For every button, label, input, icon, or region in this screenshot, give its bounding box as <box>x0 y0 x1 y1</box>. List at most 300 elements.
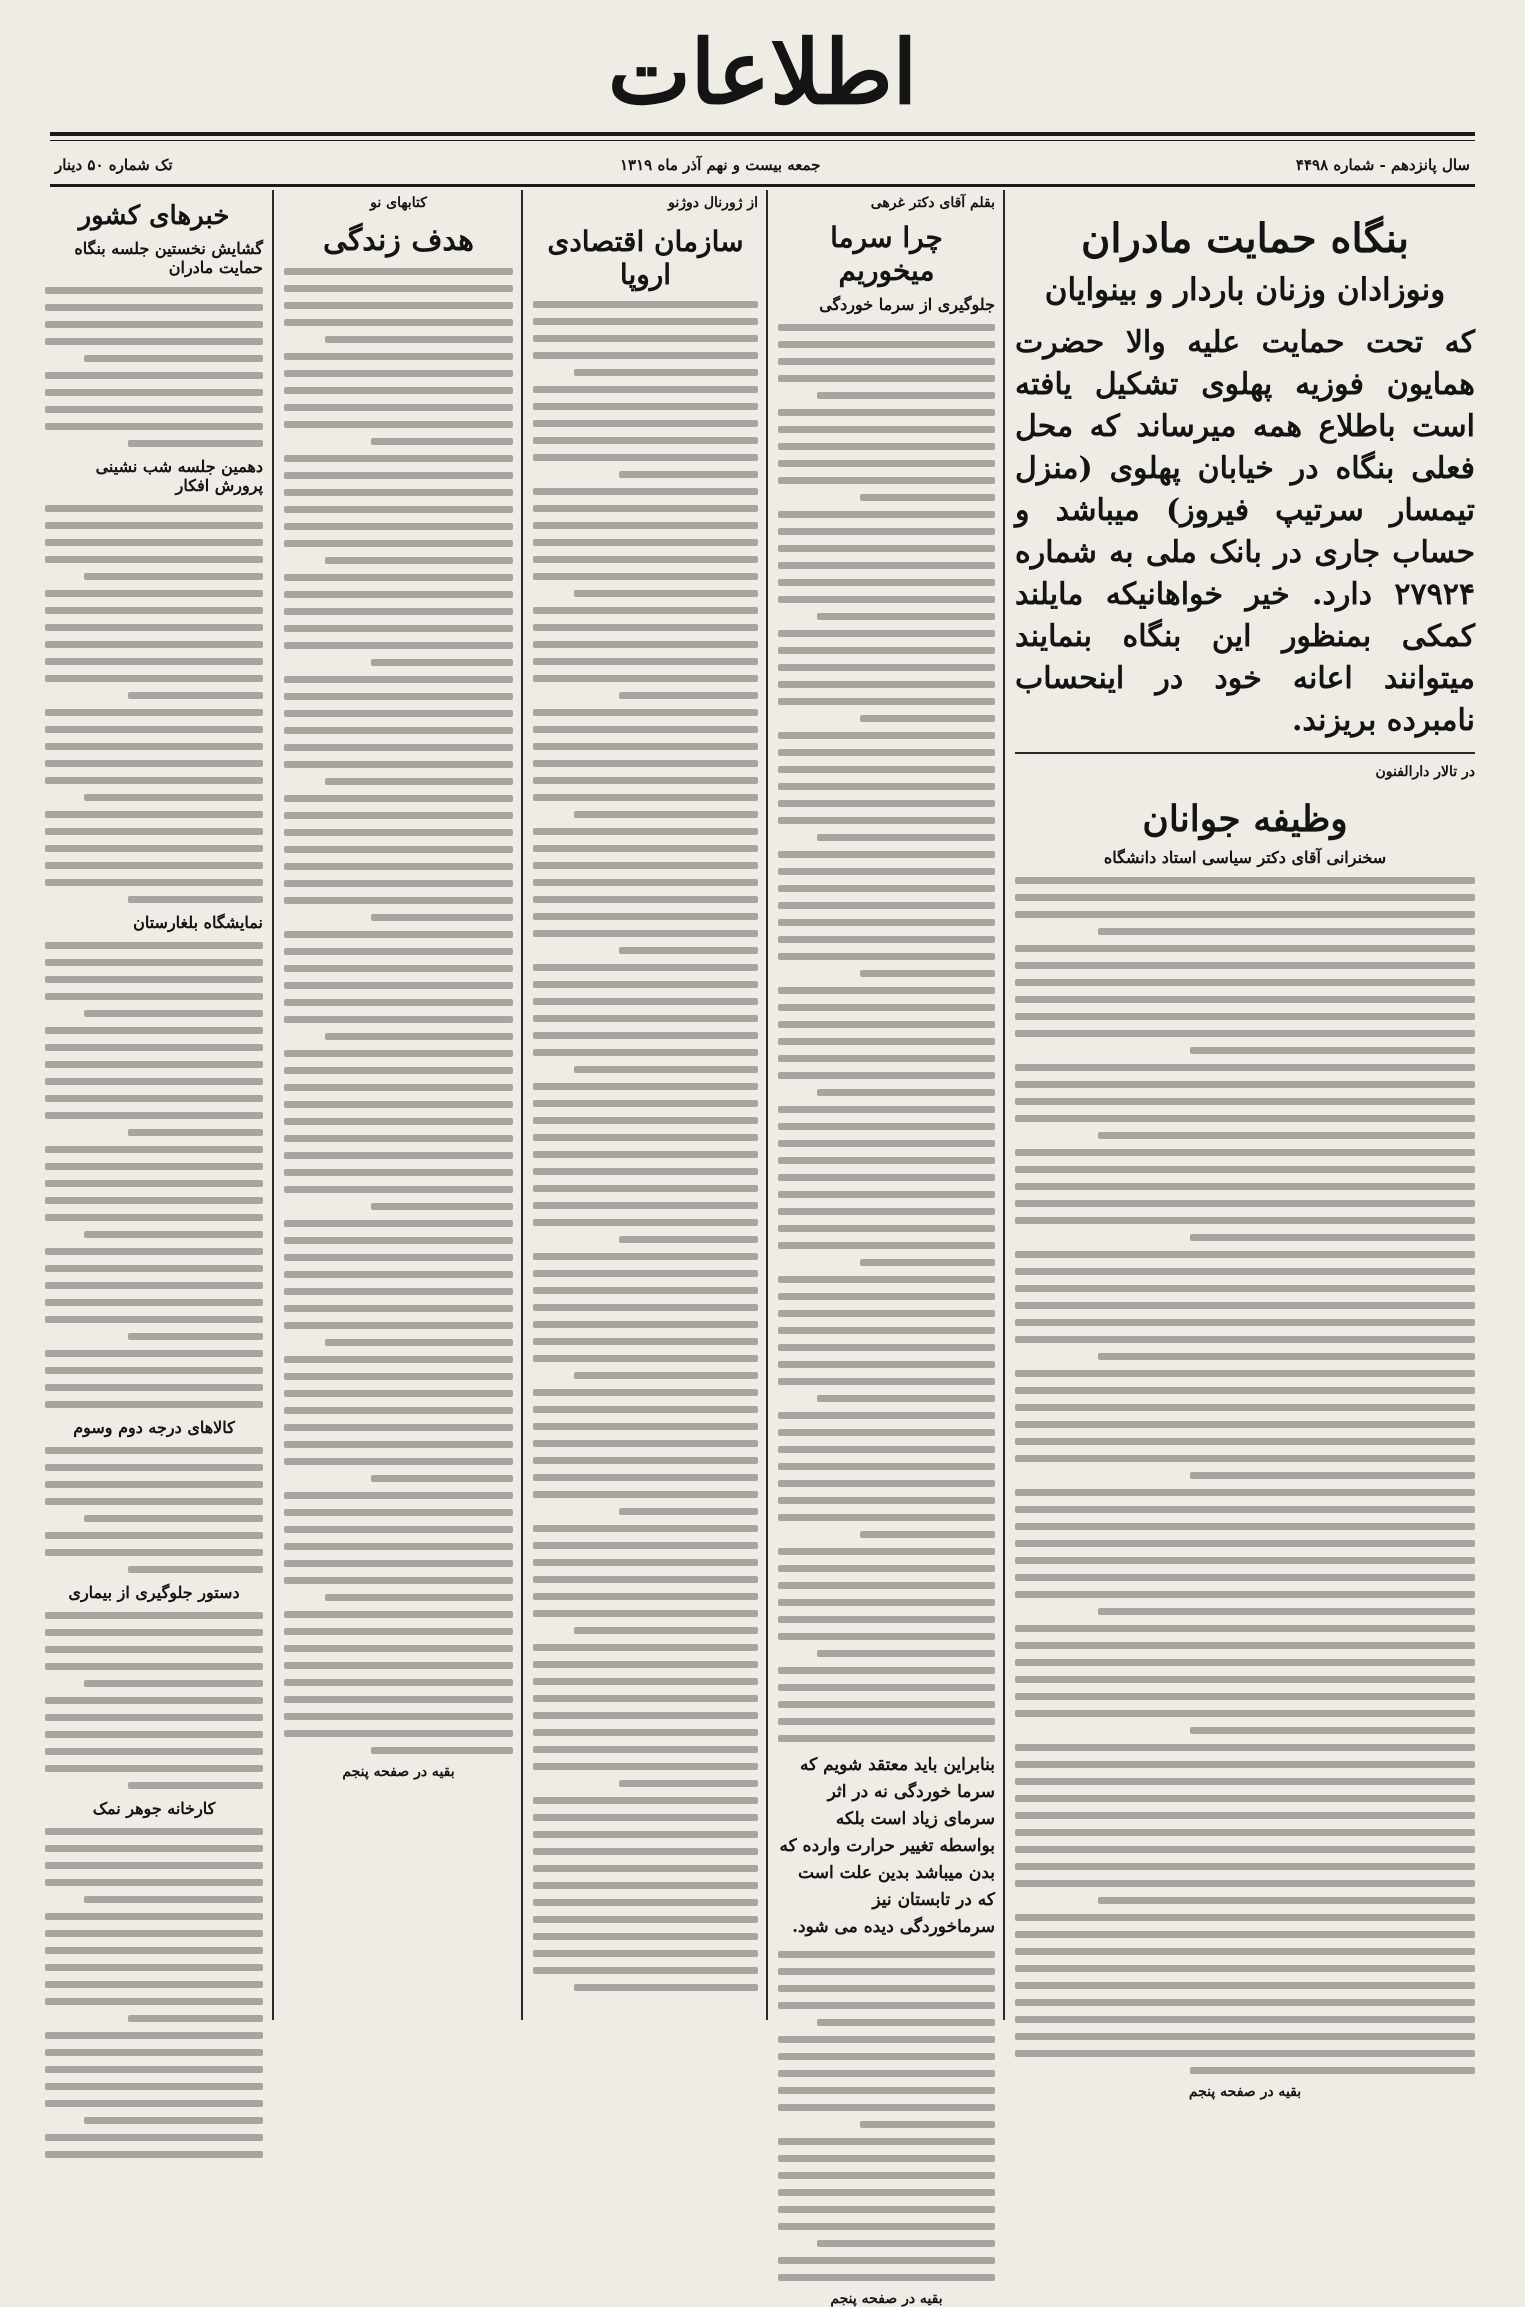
text-line <box>1015 1846 1475 1853</box>
text-line <box>45 993 263 1000</box>
text-line <box>284 829 513 836</box>
bold-note: بنابراین باید معتقد شویم که سرما خوردگی نه در اثر سرمای زیاد است بلکه بواسطه تغییر حرارت وارده که بدن میباشد بدین علت است که در تابستان نیز سرماخوردگی دیده می شود. <box>779 1755 995 1937</box>
text-line <box>128 1129 263 1136</box>
text-line <box>284 574 513 581</box>
column-separator <box>766 190 768 2020</box>
text-line <box>574 369 759 376</box>
text-line <box>778 1429 995 1436</box>
source-byline: از ژورنال دوژنو <box>668 195 758 211</box>
text-line <box>860 494 995 501</box>
text-line <box>574 1066 759 1073</box>
text-line <box>778 511 995 518</box>
text-line <box>778 1021 995 1028</box>
text-line <box>284 1084 513 1091</box>
text-line <box>284 608 513 615</box>
text-line <box>45 1078 263 1085</box>
text-line <box>371 914 513 921</box>
text-line <box>778 1174 995 1181</box>
text-line <box>1015 894 1475 901</box>
text-line <box>1015 1268 1475 1275</box>
text-line <box>45 1879 263 1886</box>
text-line <box>533 879 758 886</box>
text-line <box>84 355 263 362</box>
text-line <box>1015 1676 1475 1683</box>
article-body-lines <box>45 942 263 1408</box>
article-body-lines <box>45 1828 263 2158</box>
article-body-lines <box>45 505 263 903</box>
text-line <box>533 1355 758 1362</box>
text-line <box>1098 928 1475 935</box>
text-line <box>45 607 263 614</box>
text-line <box>284 1169 513 1176</box>
text-line <box>284 1509 513 1516</box>
text-line <box>778 1718 995 1725</box>
text-line <box>284 1050 513 1057</box>
text-line <box>778 1361 995 1368</box>
text-line <box>325 336 513 343</box>
text-line <box>778 477 995 484</box>
text-line <box>1098 1132 1475 1139</box>
text-line <box>45 1913 263 1920</box>
text-line <box>45 1180 263 1187</box>
text-line <box>128 692 263 699</box>
text-line <box>778 630 995 637</box>
text-line <box>1015 1880 1475 1887</box>
text-line <box>533 1746 758 1753</box>
text-line <box>284 812 513 819</box>
text-line <box>1015 1642 1475 1649</box>
text-line <box>284 591 513 598</box>
text-line <box>284 1526 513 1533</box>
text-line <box>817 834 995 841</box>
text-line <box>284 727 513 734</box>
text-line <box>533 1287 758 1294</box>
text-line <box>778 1599 995 1606</box>
text-line <box>1015 1115 1475 1122</box>
text-line <box>533 1899 758 1906</box>
column-separator <box>272 190 274 2020</box>
text-line <box>533 1151 758 1158</box>
text-line <box>284 1186 513 1193</box>
text-line <box>84 1010 263 1017</box>
text-line <box>533 1576 758 1583</box>
text-line <box>533 998 758 1005</box>
text-line <box>284 268 513 275</box>
text-line <box>860 1531 995 1538</box>
text-line <box>533 1950 758 1957</box>
text-line <box>1015 1812 1475 1819</box>
text-line <box>45 1964 263 1971</box>
text-line <box>533 1457 758 1464</box>
text-line <box>284 1628 513 1635</box>
text-line <box>778 868 995 875</box>
text-line <box>45 505 263 512</box>
text-line <box>1015 1285 1475 1292</box>
text-line <box>284 846 513 853</box>
text-line <box>778 1735 995 1742</box>
text-line <box>1015 1693 1475 1700</box>
author-byline: بقلم آقای دکتر غرهی <box>870 195 995 211</box>
text-line <box>778 1225 995 1232</box>
text-line <box>284 1254 513 1261</box>
text-line <box>533 1831 758 1838</box>
text-line <box>778 1038 995 1045</box>
text-line <box>325 1033 513 1040</box>
text-line <box>284 455 513 462</box>
text-line <box>1190 2067 1475 2074</box>
headline-why-cold: چرا سرما میخوریم <box>830 221 943 287</box>
text-line <box>778 2206 995 2213</box>
text-line <box>284 1679 513 1686</box>
article-body-lines <box>778 1951 995 2281</box>
text-line <box>533 1304 758 1311</box>
text-line <box>284 1152 513 1159</box>
text-line <box>45 590 263 597</box>
text-line <box>128 1782 263 1789</box>
text-line <box>778 817 995 824</box>
text-line <box>778 1004 995 1011</box>
text-line <box>778 1684 995 1691</box>
section-byline: کتابهای نو <box>370 195 427 211</box>
text-line <box>778 732 995 739</box>
text-line <box>533 301 758 308</box>
text-line <box>45 1748 263 1755</box>
text-line <box>284 625 513 632</box>
text-line <box>128 1333 263 1340</box>
text-line <box>45 1248 263 1255</box>
text-line <box>778 647 995 654</box>
text-line <box>778 1310 995 1317</box>
text-line <box>778 1106 995 1113</box>
text-line <box>1015 1829 1475 1836</box>
text-line <box>284 1288 513 1295</box>
column-mothers-support <box>1015 195 1475 2100</box>
text-line <box>45 1316 263 1323</box>
text-line <box>619 1780 759 1787</box>
text-line <box>45 1044 263 1051</box>
text-line <box>1015 1098 1475 1105</box>
text-line <box>1015 1421 1475 1428</box>
text-line <box>533 1406 758 1413</box>
text-line <box>778 2087 995 2094</box>
text-line <box>45 845 263 852</box>
text-line <box>533 1491 758 1498</box>
text-line <box>284 1696 513 1703</box>
text-line <box>533 1338 758 1345</box>
text-line <box>45 1265 263 1272</box>
column-national-news <box>45 195 263 2015</box>
text-line <box>1015 1166 1475 1173</box>
text-line <box>533 862 758 869</box>
text-line <box>533 1134 758 1141</box>
text-line <box>778 443 995 450</box>
text-line <box>284 1645 513 1652</box>
text-line <box>533 981 758 988</box>
text-line <box>45 1214 263 1221</box>
text-line <box>284 1407 513 1414</box>
text-line <box>1015 1982 1475 1989</box>
text-line <box>778 1412 995 1419</box>
text-line <box>533 1814 758 1821</box>
text-line <box>284 1135 513 1142</box>
text-line <box>533 1729 758 1736</box>
text-line <box>778 1968 995 1975</box>
text-line <box>778 1985 995 1992</box>
text-line <box>533 1695 758 1702</box>
text-line <box>778 375 995 382</box>
text-line <box>778 1951 995 1958</box>
text-line <box>533 1559 758 1566</box>
text-line <box>45 1731 263 1738</box>
text-line <box>533 1933 758 1940</box>
text-line <box>284 1220 513 1227</box>
text-line <box>284 1577 513 1584</box>
text-line <box>1015 1251 1475 1258</box>
text-line <box>778 1701 995 1708</box>
text-line <box>45 777 263 784</box>
text-line <box>533 1882 758 1889</box>
text-line <box>1015 877 1475 884</box>
text-line <box>533 1848 758 1855</box>
text-line <box>1015 1183 1475 1190</box>
text-line <box>778 1242 995 1249</box>
text-line <box>778 528 995 535</box>
text-line <box>778 1123 995 1130</box>
text-line <box>284 1713 513 1720</box>
text-line <box>778 2172 995 2179</box>
text-line <box>533 828 758 835</box>
text-line <box>45 1612 263 1619</box>
text-line <box>1015 979 1475 986</box>
text-line <box>325 557 513 564</box>
text-line <box>533 403 758 410</box>
text-line <box>778 2138 995 2145</box>
text-line <box>284 1662 513 1669</box>
text-line <box>45 1862 263 1869</box>
text-line <box>778 766 995 773</box>
text-line <box>284 1543 513 1550</box>
issue-price: تک شماره ۵۰ دینار <box>55 156 173 174</box>
text-line <box>284 744 513 751</box>
text-line <box>778 1157 995 1164</box>
dateline-rule <box>50 184 1475 187</box>
text-line <box>778 2274 995 2281</box>
text-line <box>45 1163 263 1170</box>
masthead-title: اطلاعات <box>607 20 918 124</box>
text-line <box>45 862 263 869</box>
text-line <box>778 2002 995 2009</box>
text-line <box>533 1389 758 1396</box>
text-line <box>619 471 759 478</box>
text-line <box>1015 1336 1475 1343</box>
text-line <box>778 2257 995 2264</box>
news-subheading: دهمین جلسه شب نشینی پرورش افکار <box>95 457 263 495</box>
text-line <box>371 1203 513 1210</box>
text-line <box>45 709 263 716</box>
text-line <box>533 1440 758 1447</box>
text-line <box>533 1712 758 1719</box>
text-line <box>45 406 263 413</box>
text-line <box>778 1140 995 1147</box>
text-line <box>778 2189 995 2196</box>
text-line <box>1015 911 1475 918</box>
text-line <box>778 1633 995 1640</box>
text-line <box>45 304 263 311</box>
text-line <box>45 976 263 983</box>
text-line <box>1015 1761 1475 1768</box>
text-line <box>284 285 513 292</box>
column-books <box>284 195 513 2015</box>
text-line <box>45 1112 263 1119</box>
text-line <box>778 545 995 552</box>
text-line <box>284 1492 513 1499</box>
text-line <box>533 709 758 716</box>
text-line <box>45 1981 263 1988</box>
text-line <box>778 800 995 807</box>
issue-number: سال پانزدهم - شماره ۴۴۹۸ <box>1295 156 1470 174</box>
text-line <box>817 2240 995 2247</box>
text-line <box>533 1916 758 1923</box>
text-line <box>45 624 263 631</box>
text-line <box>1015 1744 1475 1751</box>
text-line <box>284 965 513 972</box>
text-line <box>533 454 758 461</box>
text-line <box>778 426 995 433</box>
text-line <box>45 1498 263 1505</box>
text-line <box>45 1646 263 1653</box>
text-line <box>619 692 759 699</box>
text-line <box>778 358 995 365</box>
text-line <box>574 1984 759 1991</box>
text-line <box>284 897 513 904</box>
text-line <box>1190 1727 1475 1734</box>
text-line <box>1015 1387 1475 1394</box>
text-line <box>817 1650 995 1657</box>
masthead-rule-thin <box>50 140 1475 141</box>
text-line <box>45 1481 263 1488</box>
news-subheading: نمایشگاه بلغارستان <box>133 913 263 932</box>
text-line <box>619 1236 759 1243</box>
text-line <box>84 1515 263 1522</box>
text-line <box>45 2134 263 2141</box>
text-line <box>284 319 513 326</box>
text-line <box>1015 1506 1475 1513</box>
text-line <box>778 460 995 467</box>
text-line <box>619 1508 759 1515</box>
text-line <box>533 1253 758 1260</box>
text-line <box>533 1185 758 1192</box>
text-line <box>778 1480 995 1487</box>
text-line <box>45 811 263 818</box>
text-line <box>1015 1591 1475 1598</box>
text-line <box>45 321 263 328</box>
text-line <box>533 1321 758 1328</box>
text-line <box>533 794 758 801</box>
text-line <box>1015 1931 1475 1938</box>
text-line <box>778 851 995 858</box>
text-line <box>45 2066 263 2073</box>
headline-european-economy: سازمان اقتصادی اروپا <box>547 225 744 291</box>
text-line <box>778 1055 995 1062</box>
text-line <box>533 1015 758 1022</box>
text-line <box>284 489 513 496</box>
text-line <box>533 1542 758 1549</box>
text-line <box>45 2083 263 2090</box>
text-line <box>1015 2016 1475 2023</box>
text-line <box>45 1447 263 1454</box>
text-line <box>284 1611 513 1618</box>
text-line <box>45 726 263 733</box>
continued-note: بقیه در صفحه پنجم <box>830 2291 943 2307</box>
text-line <box>45 1061 263 1068</box>
text-line <box>533 1049 758 1056</box>
text-line <box>533 318 758 325</box>
text-line <box>817 1395 995 1402</box>
text-line <box>817 1089 995 1096</box>
text-line <box>45 338 263 345</box>
text-line <box>778 2053 995 2060</box>
text-line <box>45 1282 263 1289</box>
text-line <box>778 2104 995 2111</box>
text-line <box>84 1680 263 1687</box>
text-line <box>45 1532 263 1539</box>
text-line <box>533 1100 758 1107</box>
text-line <box>1015 1438 1475 1445</box>
text-line <box>45 1350 263 1357</box>
text-line <box>45 1464 263 1471</box>
text-line <box>778 698 995 705</box>
text-line <box>533 420 758 427</box>
text-line <box>778 987 995 994</box>
headline-national-news: خبرهای کشور <box>78 201 230 231</box>
text-line <box>325 1339 513 1346</box>
text-line <box>371 1475 513 1482</box>
article-body-lines <box>284 268 513 1754</box>
text-line <box>817 613 995 620</box>
subheadline-newborns: ونوزادان وزنان باردار و بینوایان <box>1044 272 1446 308</box>
text-line <box>1015 1778 1475 1785</box>
text-line <box>533 522 758 529</box>
text-line <box>778 1667 995 1674</box>
text-line <box>533 386 758 393</box>
text-line <box>45 1549 263 1556</box>
text-line <box>325 1594 513 1601</box>
divider <box>1015 752 1475 754</box>
article-body-lines <box>1015 877 1475 2074</box>
text-line <box>45 1384 263 1391</box>
text-line <box>45 959 263 966</box>
text-line <box>533 488 758 495</box>
text-line <box>284 353 513 360</box>
text-line <box>45 1947 263 1954</box>
text-line <box>1015 1319 1475 1326</box>
text-line <box>1015 1302 1475 1309</box>
text-line <box>45 2151 263 2158</box>
text-line <box>619 947 759 954</box>
text-line <box>778 885 995 892</box>
text-line <box>533 1610 758 1617</box>
text-line <box>1015 1217 1475 1224</box>
text-line <box>1015 1404 1475 1411</box>
text-line <box>1015 1710 1475 1717</box>
continued-note: بقیه در صفحه پنجم <box>342 1764 455 1780</box>
text-line <box>778 1344 995 1351</box>
text-line <box>45 658 263 665</box>
text-line <box>1015 1455 1475 1462</box>
text-line <box>778 902 995 909</box>
text-line <box>284 948 513 955</box>
text-line <box>284 370 513 377</box>
